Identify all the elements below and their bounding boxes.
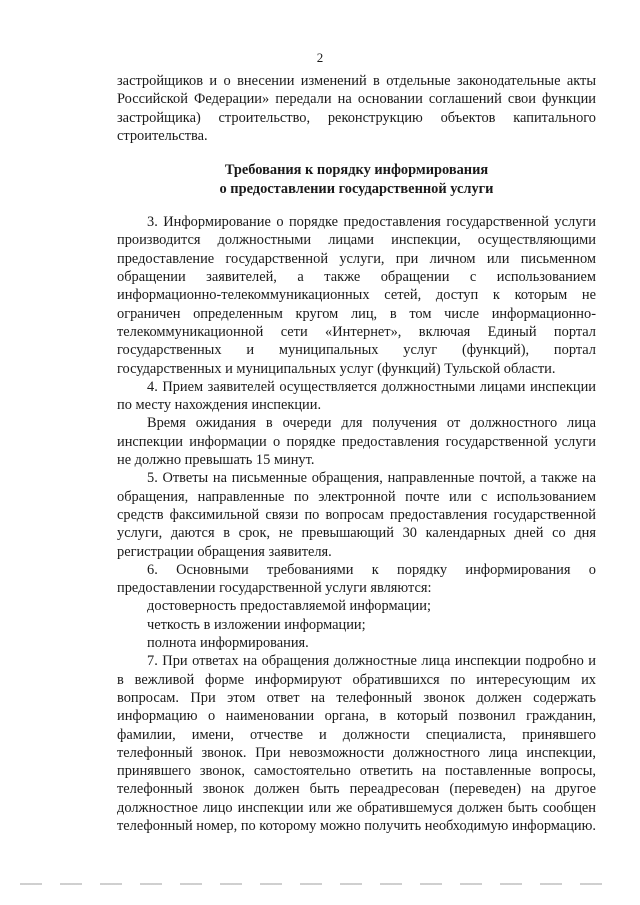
requirement-item: четкость в изложении информации; bbox=[147, 616, 366, 633]
paragraph-6: 6. Основными требованиями к порядку информирования о предоставлении государственной услуги являются: bbox=[117, 561, 596, 597]
page-number: 2 bbox=[316, 50, 324, 65]
section-heading bbox=[117, 161, 596, 198]
heading-line-1: Требования к порядку информирования bbox=[224, 162, 489, 179]
intro-paragraph: застройщиков и о внесении изменений в отдельные законодательные акты Российской Федерации» передали на основании соглашений свои функции застройщика) строительство, реконструкцию объектов капитального строительства. bbox=[117, 73, 596, 144]
document-body bbox=[117, 72, 596, 835]
paragraph-4-waiting-time: Время ожидания в очереди для получения от должностного лица инспекции информации о порядке предоставления государственной услуги не должно превышать 15 минут. bbox=[117, 415, 596, 469]
paragraph-3: 3. Информирование о порядке предоставления государственной услуги производится должностными лицами инспекции, осуществляющими предоставление государственной услуги, при личном или письменном обращении заявителей, а также обращении с использованием информационно-телекоммуникационных сетей, доступ к которым не ограничен определенным кругом лиц, в том числе информационно-телекоммуникационной сети «Интернет», включая Единый портал государственных и муниципальных услуг (функций), портал государственных и муниципальных услуг (функций) Тульской области. bbox=[117, 214, 596, 377]
paragraph-5: 5. Ответы на письменные обращения, направленные почтой, а также на обращения, направленные по электронной почте или с использованием средств факсимильной связи по вопросам предоставления государственной услуги, даются в срок, не превышающий 30 календарных дней со дня регистрации обращения заявителя. bbox=[117, 470, 596, 560]
heading-line-2: о предоставлении государственной услуги bbox=[219, 180, 494, 197]
requirement-item: полнота информирования. bbox=[147, 635, 309, 652]
scan-artifact-divider bbox=[20, 883, 620, 885]
requirement-item: достоверность предоставляемой информации; bbox=[147, 598, 431, 615]
paragraph-4: 4. Прием заявителей осуществляется должностными лицами инспекции по месту нахождения инспекции. bbox=[117, 378, 596, 414]
paragraph-7: 7. При ответах на обращения должностные лица инспекции подробно и в вежливой форме информируют обратившихся по интересующим их вопросам. При этом ответ на телефонный звонок должен содержать информацию о наименовании органа, в который позвонил гражданин, фамилии, имени, отчестве и должности специалиста, принявшего телефонный звонок. При невозможности должностного лица инспекции, принявшего звонок, самостоятельно ответить на поставленные вопросы, телефонный звонок должен быть переадресован (переведен) на другое должностное лицо инспекции или же обратившемуся должен быть сообщен телефонный номер, по которому можно получить необходимую информацию. bbox=[117, 653, 596, 834]
